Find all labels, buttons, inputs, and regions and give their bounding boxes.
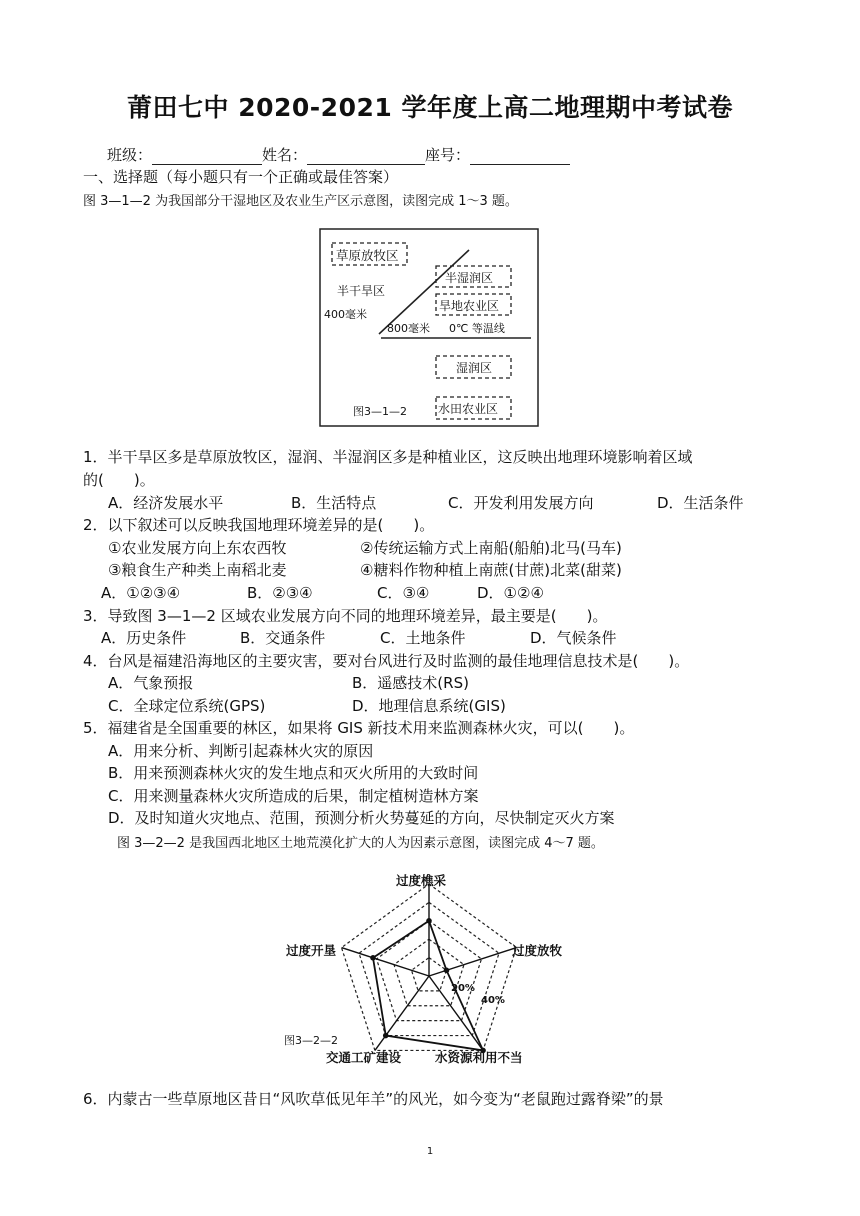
label-left: 过度开垦 xyxy=(286,943,337,958)
label-right: 过度放牧 xyxy=(512,943,563,958)
q1-stem-line1: 1．半干旱区多是草原放牧区，湿润、半湿润区多是种植业区，这反映出地理环境影响着区域 xyxy=(83,448,693,466)
q4-option-b[interactable]: B．遥感技术(RS) xyxy=(352,674,469,692)
q1-option-b[interactable]: B．生活特点 xyxy=(291,494,377,512)
label-bottom-left: 交通工矿建设 xyxy=(326,1050,402,1065)
label-bottom-right: 水资源利用不当 xyxy=(435,1050,523,1065)
figure2-radar-chart xyxy=(278,866,588,1068)
q3-option-d[interactable]: D．气候条件 xyxy=(530,629,617,647)
q4-stem: 4．台风是福建沿海地区的主要灾害，要对台风进行及时监测的最佳地理信息技术是( )。 xyxy=(83,652,690,670)
class-blank xyxy=(152,148,262,165)
q3-option-c[interactable]: C．土地条件 xyxy=(380,629,466,647)
seat-blank xyxy=(470,148,570,165)
name-label: 姓名： xyxy=(262,146,308,164)
q3-options xyxy=(101,627,617,648)
mm800-label: 800毫米 xyxy=(387,322,430,335)
q4-option-c[interactable]: C．全球定位系统(GPS) xyxy=(108,697,266,715)
q1-options xyxy=(108,492,744,513)
radar-point-5 xyxy=(370,955,376,961)
q2-stem: 2．以下叙述可以反映我国地理环境差异的是( )。 xyxy=(83,516,435,534)
label-20pct: 20% xyxy=(451,983,475,994)
q3-stem: 3．导致图 3—1—2 区域农业发展方向不同的地理环境差异，最主要是( )。 xyxy=(83,607,608,625)
q4-options-row1 xyxy=(108,672,469,693)
isotherm-label: 0℃ 等温线 xyxy=(449,322,505,335)
page-number: 1 xyxy=(426,1146,434,1157)
seat-label: 座号： xyxy=(425,146,471,164)
q5-option-b[interactable]: B．用来预测森林火灾的发生地点和灭火所用的大致时间 xyxy=(108,764,479,782)
humid-label: 湿润区 xyxy=(456,361,493,375)
q6-stem-line1: 6．内蒙古一些草原地区昔日“风吹草低见年羊”的风光，如今变为“老鼠跑过露脊梁”的景 xyxy=(83,1090,664,1108)
q2-item-3: ③粮食生产种类上南稻北麦 xyxy=(108,561,287,579)
radar-axis-2 xyxy=(429,948,516,976)
q3-option-a[interactable]: A．历史条件 xyxy=(101,629,187,647)
radar-axis-4 xyxy=(375,976,429,1050)
paddy-label: 水田农业区 xyxy=(438,402,499,416)
class-label: 班级： xyxy=(107,146,153,164)
q5-option-a[interactable]: A．用来分析、判断引起森林火灾的原因 xyxy=(108,742,374,760)
student-info-line xyxy=(107,144,570,165)
figure1-intro: 图 3—1—2 为我国部分干湿地区及农业生产区示意图，读图完成 1～3 题。 xyxy=(83,194,518,209)
q2-options xyxy=(101,582,544,603)
grassland-label: 草原放牧区 xyxy=(336,248,399,263)
q1-option-a[interactable]: A．经济发展水平 xyxy=(108,494,224,512)
q5-stem: 5．福建省是全国重要的林区，如果将 GIS 新技术用来监测森林火灾，可以( )。 xyxy=(83,719,635,737)
q1-option-d[interactable]: D．生活条件 xyxy=(657,494,744,512)
radar-point-1 xyxy=(426,918,432,924)
q2-item-4: ④糖料作物种植上南蔗(甘蔗)北菜(甜菜) xyxy=(360,561,622,579)
name-blank xyxy=(307,148,425,165)
radar-axis-5 xyxy=(342,948,429,976)
q2-items-row1 xyxy=(108,537,622,558)
q4-option-d[interactable]: D．地理信息系统(GIS) xyxy=(352,697,506,715)
exam-title: 莆田七中 2020-2021 学年度上高二地理期中考试卷 xyxy=(127,93,733,122)
figure2-intro: 图 3—2—2 是我国西北地区土地荒漠化扩大的人为因素示意图，读图完成 4～7 题。 xyxy=(117,836,604,851)
q5-option-c[interactable]: C．用来测量森林火灾所造成的后果，制定植树造林方案 xyxy=(108,787,479,805)
q1-stem-line2: 的( )。 xyxy=(83,471,155,489)
q5-option-d[interactable]: D．及时知道火灾地点、范围，预测分析火势蔓延的方向，尽快制定灭火方案 xyxy=(108,809,615,827)
radar-point-2 xyxy=(444,968,450,974)
q2-option-b[interactable]: B．②③④ xyxy=(247,584,313,602)
label-top: 过度樵采 xyxy=(396,873,447,888)
figure1-diagram xyxy=(319,228,539,427)
figure2-caption: 图3—2—2 xyxy=(284,1034,338,1047)
figure1-caption: 图3—1—2 xyxy=(353,405,407,418)
label-40pct: 40% xyxy=(481,995,505,1006)
q2-items-row2 xyxy=(108,559,622,580)
q4-option-a[interactable]: A．气象预报 xyxy=(108,674,194,692)
radar-axes xyxy=(342,884,517,1050)
semiarid-label: 半干旱区 xyxy=(337,284,386,298)
q2-item-2: ②传统运输方式上南船(船舶)北马(马车) xyxy=(360,539,622,557)
q2-option-a[interactable]: A．①②③④ xyxy=(101,584,181,602)
section-heading: 一、选择题（每小题只有一个正确或最佳答案） xyxy=(83,168,399,186)
mm400-label: 400毫米 xyxy=(324,308,367,321)
q4-options-row2 xyxy=(108,695,506,716)
semihumid-label: 半湿润区 xyxy=(445,271,494,285)
q2-option-c[interactable]: C．③④ xyxy=(377,584,430,602)
q3-option-b[interactable]: B．交通条件 xyxy=(240,629,326,647)
q1-option-c[interactable]: C．开发利用发展方向 xyxy=(448,494,594,512)
radar-point-4 xyxy=(383,1033,389,1039)
q2-item-1: ①农业发展方向上东农西牧 xyxy=(108,539,287,557)
q2-option-d[interactable]: D．①②④ xyxy=(477,584,544,602)
dryland-label: 旱地农业区 xyxy=(439,299,500,313)
